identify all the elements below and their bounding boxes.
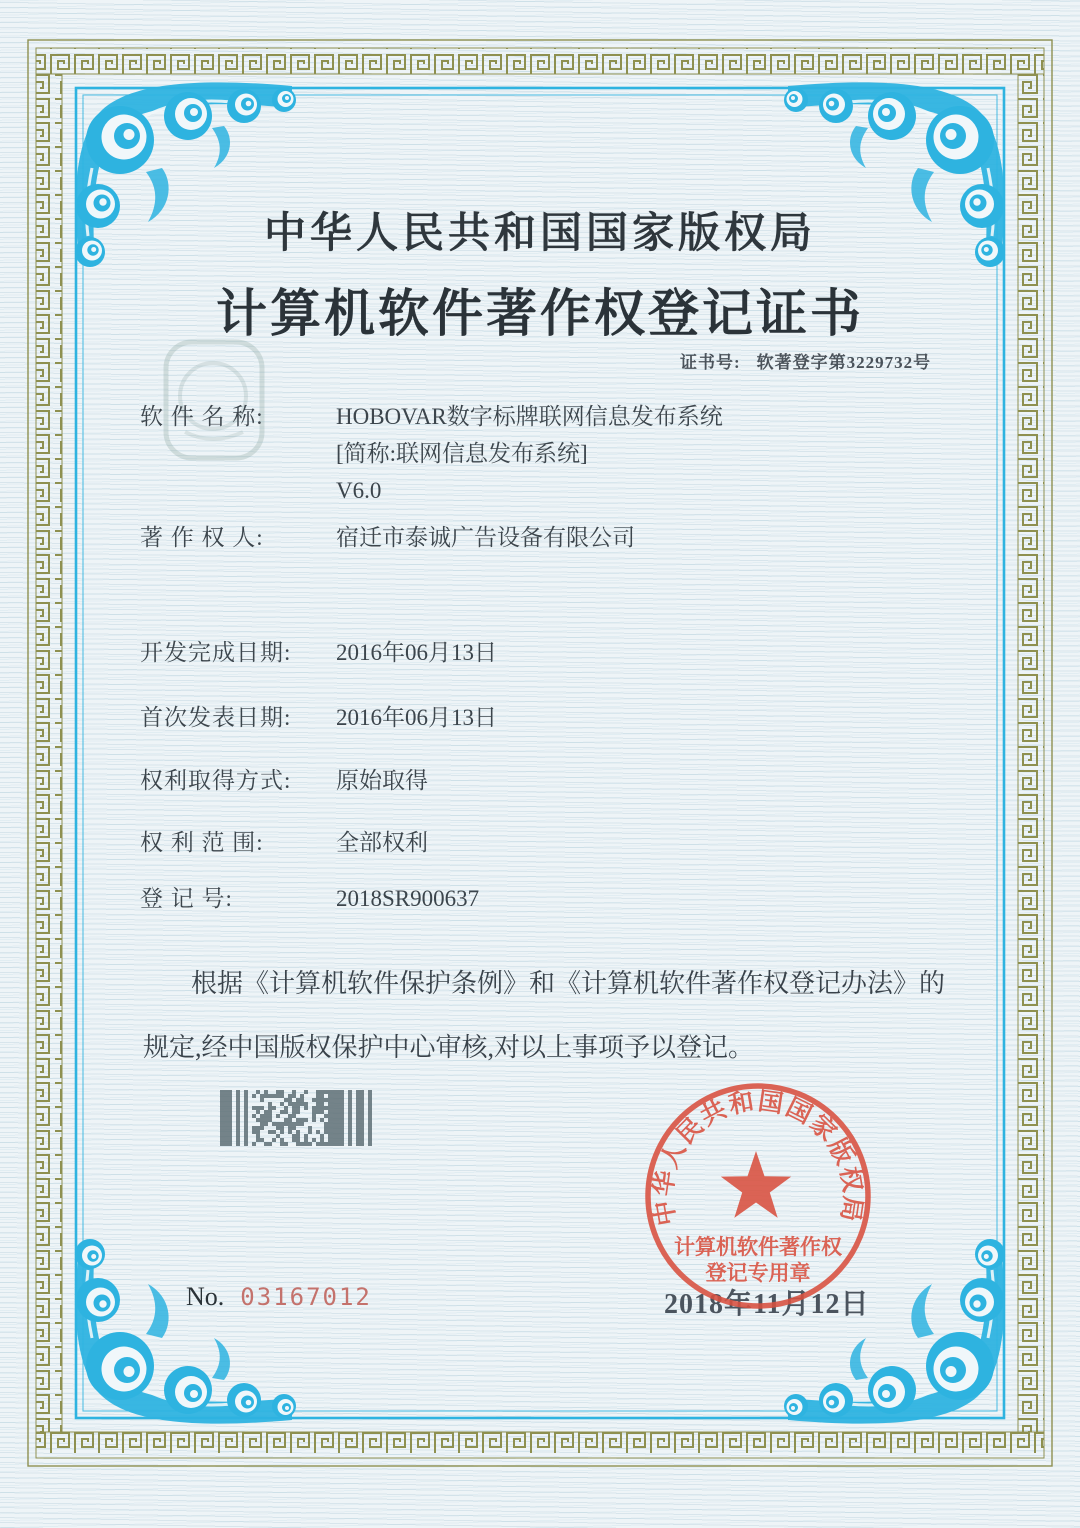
field-row-first-publish-date — [140, 699, 497, 736]
field-row-dev-complete-date — [140, 634, 497, 671]
serial-number-line — [186, 1282, 372, 1312]
issue-date: 2018年11月12日 — [664, 1289, 870, 1320]
issuing-authority: 中华人民共和国国家版权局 — [263, 211, 816, 257]
barcode — [220, 1090, 376, 1146]
field-value — [336, 398, 723, 509]
certificate-number-line — [680, 348, 931, 373]
field-label: 权利取得方式: — [140, 768, 292, 793]
copyright-owner: 宿迁市泰诚广告设备有限公司 — [336, 525, 635, 550]
field-label: 软 件 名 称: — [140, 404, 264, 429]
field-row-rights-acquisition — [140, 762, 428, 799]
rights-scope: 全部权利 — [336, 830, 428, 855]
certificate-title: 计算机软件著作权登记证书 — [215, 287, 864, 343]
seal-text-line-2: 登记专用章 — [705, 1261, 811, 1285]
statement-line-1: 根据《计算机软件保护条例》和《计算机软件著作权登记办法》的 — [191, 969, 946, 998]
statement-line-2: 规定,经中国版权保护中心审核,对以上事项予以登记。 — [143, 1033, 755, 1062]
certificate-number-value: 软著登字第3229732号 — [756, 353, 932, 372]
field-row-copyright-owner — [140, 519, 635, 556]
registration-number: 2018SR900637 — [336, 886, 480, 911]
field-label: 权 利 范 围: — [140, 830, 264, 855]
field-row-rights-scope — [140, 824, 428, 861]
field-label: 开发完成日期: — [140, 640, 292, 665]
red-star-icon — [721, 1151, 791, 1218]
field-label: 首次发表日期: — [140, 705, 292, 730]
seal-ring-text-shape: 中华人民共和国国家版权局 — [650, 1088, 866, 1228]
certificate-number-label: 证书号: — [680, 353, 741, 372]
software-version: V6.0 — [336, 478, 382, 503]
dev-complete-date: 2016年06月13日 — [336, 640, 497, 665]
serial-prefix: No. — [186, 1282, 225, 1311]
software-short-name: [简称:联网信息发布系统] — [336, 441, 588, 466]
field-label: 登 记 号: — [140, 886, 233, 911]
rights-acquisition: 原始取得 — [336, 768, 428, 793]
official-seal — [636, 1074, 880, 1318]
first-publish-date: 2016年06月13日 — [336, 705, 497, 730]
serial-number: 03167012 — [240, 1283, 372, 1311]
seal-text-line-1: 计算机软件著作权 — [674, 1235, 842, 1259]
software-name: HOBOVAR数字标牌联网信息发布系统 — [336, 404, 723, 429]
field-label: 著 作 权 人: — [140, 525, 264, 550]
registration-statement — [143, 952, 955, 1080]
field-row-registration-number — [140, 880, 479, 917]
field-row-software-name — [140, 398, 723, 509]
